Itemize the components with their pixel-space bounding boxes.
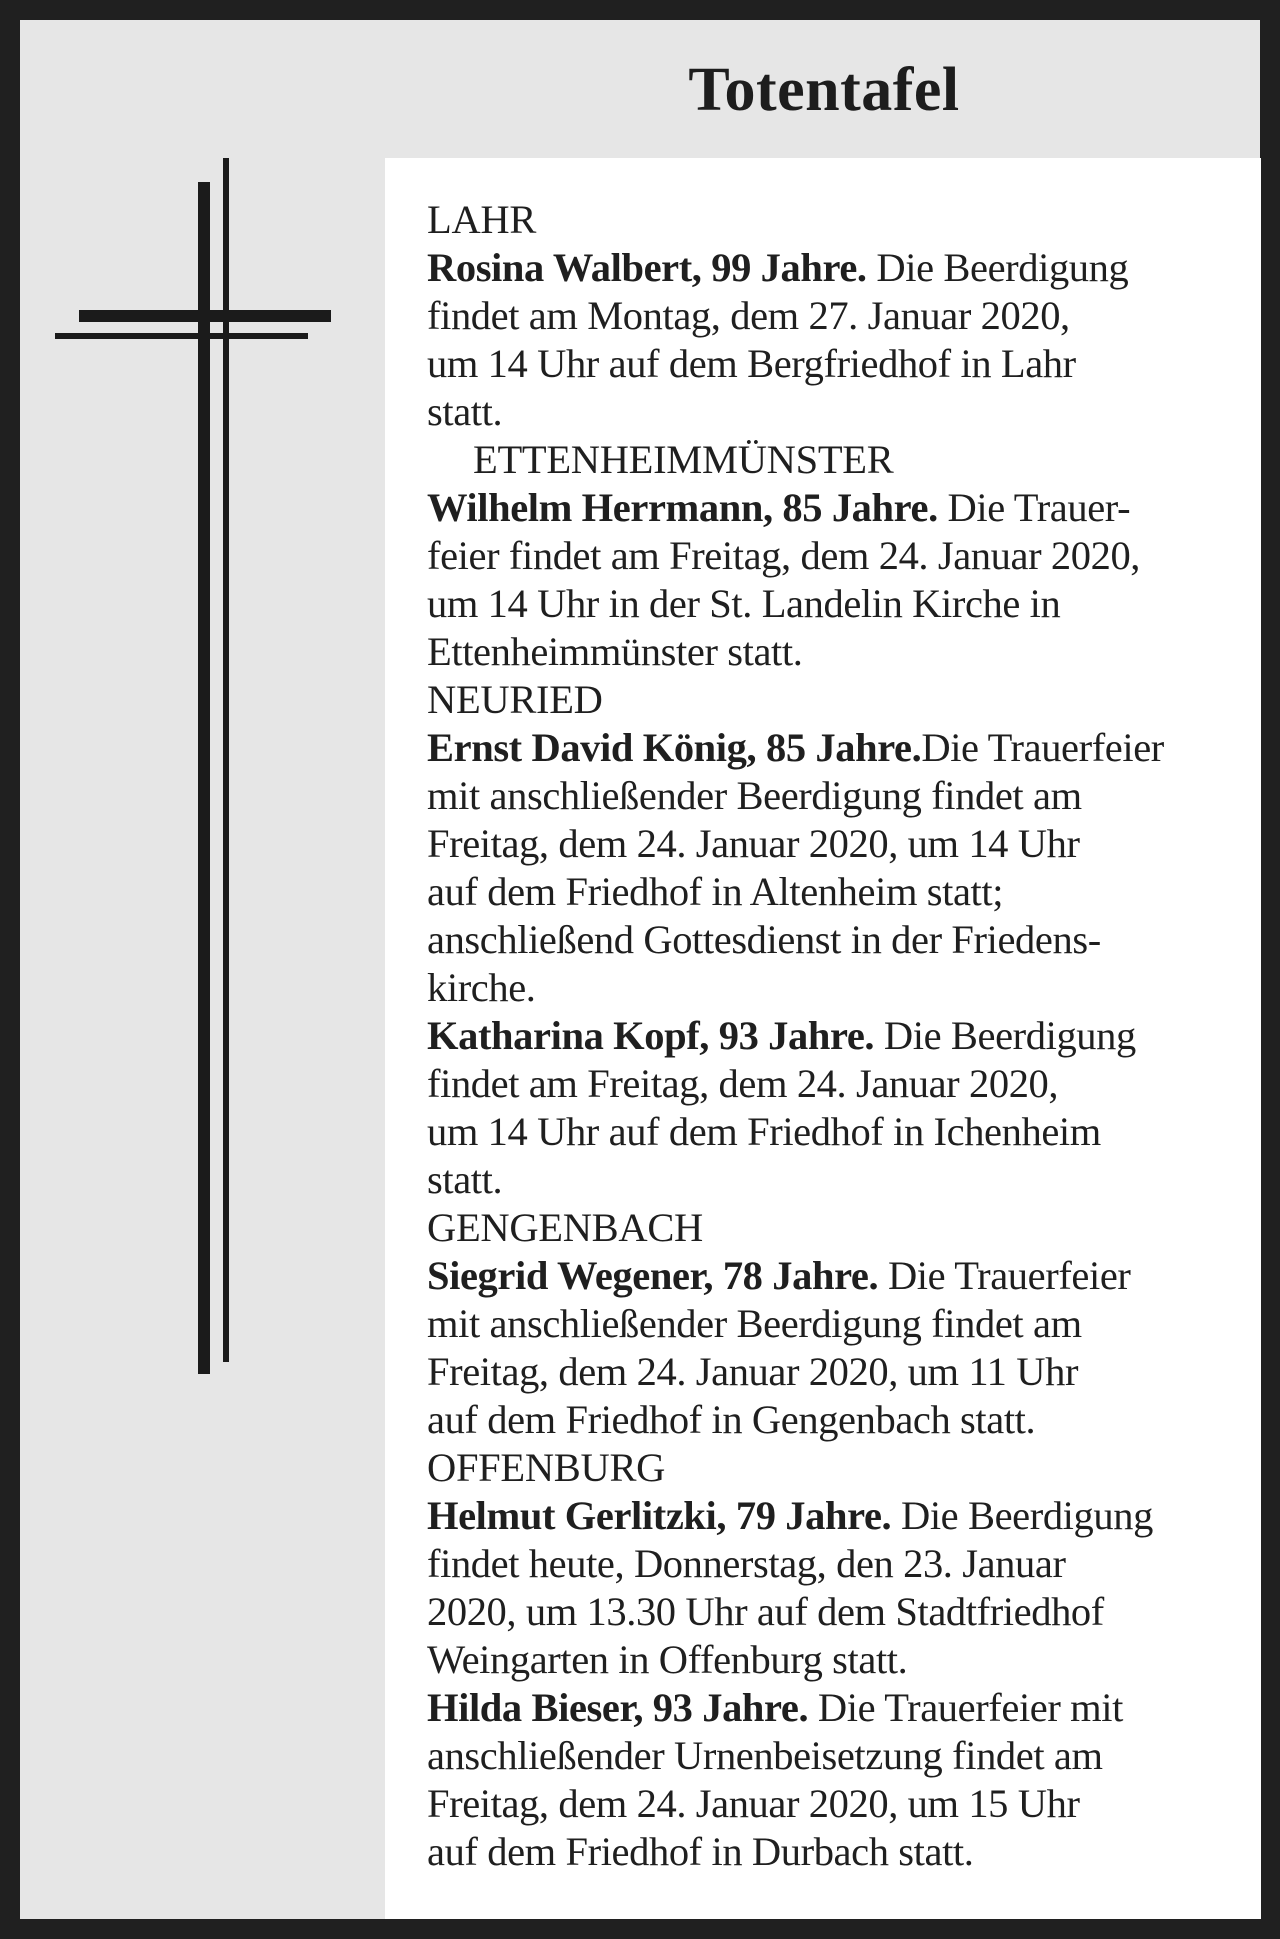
entry-text: auf dem Friedhof in Gengenbach statt. bbox=[427, 1397, 1036, 1442]
obituary-entry bbox=[427, 1492, 1237, 1684]
deceased-name: Katharina Kopf, 93 Jahre. bbox=[427, 1013, 875, 1058]
entry-text: Die Beerdigung bbox=[876, 245, 1129, 290]
cross-icon-horizontal-line bbox=[55, 333, 308, 339]
entry-text: Freitag, dem 24. Januar 2020, um 15 Uhr bbox=[427, 1781, 1080, 1826]
entry-text: um 14 Uhr in der St. Landelin Kirche in bbox=[427, 581, 1061, 626]
entry-text: feier findet am Freitag, dem 24. Januar 2020, bbox=[427, 533, 1141, 578]
entry-text: 2020, um 13.30 Uhr auf dem Stadtfriedhof bbox=[427, 1589, 1104, 1634]
cross-icon-horizontal-bar bbox=[79, 310, 331, 322]
obituary-entry bbox=[427, 724, 1237, 1012]
entry-text: findet heute, Donnerstag, den 23. Januar bbox=[427, 1541, 1066, 1586]
deceased-name: Hilda Bieser, 93 Jahre. bbox=[427, 1685, 809, 1730]
entry-text: Freitag, dem 24. Januar 2020, um 11 Uhr bbox=[427, 1349, 1079, 1394]
entry-text: Die Beerdigung bbox=[900, 1493, 1153, 1538]
entry-text: Freitag, dem 24. Januar 2020, um 14 Uhr bbox=[427, 821, 1080, 866]
deceased-name: Helmut Gerlitzki, 79 Jahre. bbox=[427, 1493, 892, 1538]
place-heading: OFFENBURG bbox=[427, 1445, 666, 1490]
place-heading: ETTENHEIMMÜNSTER bbox=[473, 437, 894, 482]
entry-text: Die Trauerfeier bbox=[887, 1253, 1131, 1298]
entry-text: auf dem Friedhof in Durbach statt. bbox=[427, 1829, 974, 1874]
cross-icon-vertical-bar bbox=[198, 182, 210, 1374]
entry-text: auf dem Friedhof in Altenheim statt; bbox=[427, 869, 1004, 914]
obituary-entry bbox=[427, 244, 1237, 436]
place-heading: NEURIED bbox=[427, 677, 603, 722]
entry-text: Weingarten in Offenburg statt. bbox=[427, 1637, 908, 1682]
place-heading: GENGENBACH bbox=[427, 1205, 703, 1250]
obituary-list bbox=[385, 158, 1261, 1919]
deceased-name: Ernst David König, 85 Jahre. bbox=[427, 725, 922, 770]
entry-text: anschließender Urnenbeisetzung findet am bbox=[427, 1733, 1103, 1778]
entry-text: Die Beerdigung bbox=[883, 1013, 1136, 1058]
entry-text: um 14 Uhr auf dem Bergfriedhof in Lahr bbox=[427, 341, 1076, 386]
obituary-entry bbox=[427, 1684, 1237, 1876]
deceased-name: Rosina Walbert, 99 Jahre. bbox=[427, 245, 867, 290]
entry-text: Die Trauerfeier mit bbox=[817, 1685, 1123, 1730]
page-title: Totentafel bbox=[688, 56, 960, 124]
entry-text: findet am Montag, dem 27. Januar 2020, bbox=[427, 293, 1070, 338]
entry-text: Ettenheimmünster statt. bbox=[427, 629, 803, 674]
entry-text: anschließend Gottesdienst in der Friedens- bbox=[427, 917, 1101, 962]
entry-text: findet am Freitag, dem 24. Januar 2020, bbox=[427, 1061, 1059, 1106]
deceased-name: Wilhelm Herrmann, 85 Jahre. bbox=[427, 485, 938, 530]
place-heading: LAHR bbox=[427, 197, 537, 242]
entry-text: statt. bbox=[427, 389, 503, 434]
entry-text: um 14 Uhr auf dem Friedhof in Ichenheim bbox=[427, 1109, 1101, 1154]
entry-text: mit anschließender Beerdigung findet am bbox=[427, 1301, 1082, 1346]
entry-text: mit anschließender Beerdigung findet am bbox=[427, 773, 1082, 818]
entry-text: kirche. bbox=[427, 965, 536, 1010]
deceased-name: Siegrid Wegener, 78 Jahre. bbox=[427, 1253, 879, 1298]
obituary-entry bbox=[427, 1252, 1237, 1444]
entry-text: Die Trauer- bbox=[947, 485, 1131, 530]
obituary-entry bbox=[427, 484, 1237, 676]
entry-text: statt. bbox=[427, 1157, 503, 1202]
entry-text: Die Trauerfeier bbox=[921, 725, 1164, 770]
obituary-entry bbox=[427, 1012, 1237, 1204]
